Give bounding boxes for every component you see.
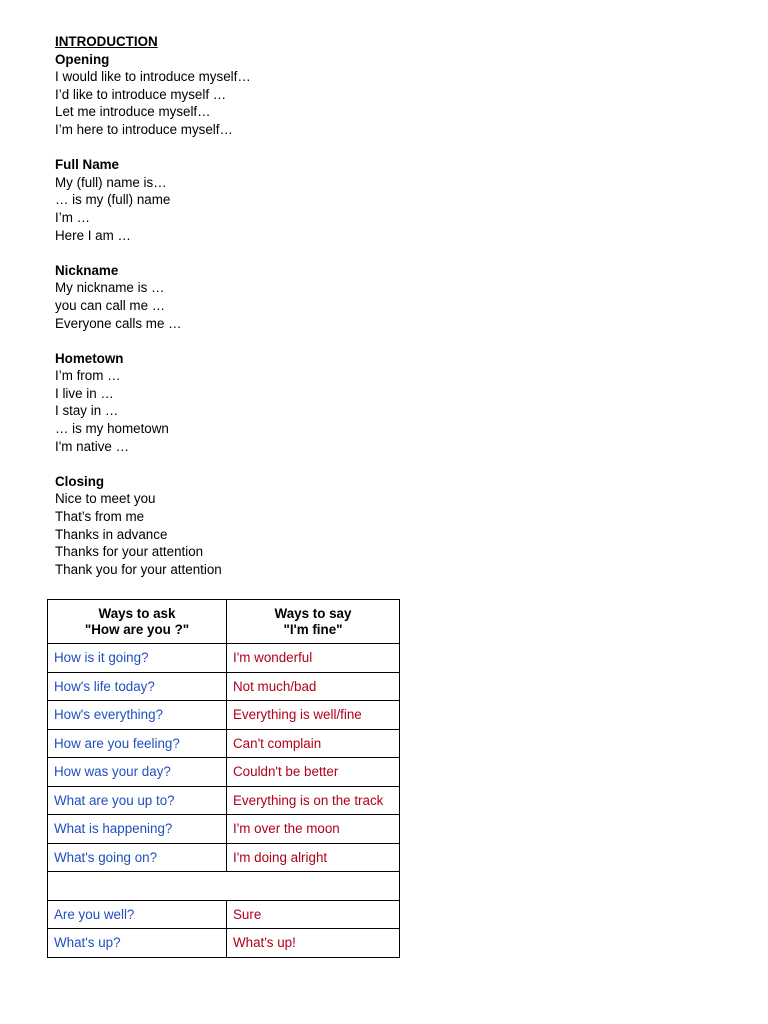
ask-cell: What is happening? [48,815,227,844]
table-row [48,672,400,701]
section-closing [55,473,251,579]
section-full-name [55,156,251,244]
say-cell: I'm over the moon [227,815,400,844]
phrase: I live in … [55,385,114,401]
section-nickname [55,262,251,332]
phrase: Thank you for your attention [55,561,222,577]
table-row [48,843,400,872]
table-row [48,729,400,758]
section-heading: Opening [55,51,110,67]
ask-cell: How was your day? [48,758,227,787]
table-row [48,900,400,929]
ask-cell: How is it going? [48,644,227,673]
phrase: I’m from … [55,368,121,384]
ask-cell: What's going on? [48,843,227,872]
phrase: Here I am … [55,227,131,243]
table-row [48,644,400,673]
table-row [48,929,400,958]
table-row [48,815,400,844]
phrase: … is my hometown [55,421,169,437]
phrase: I would like to introduce myself… [55,69,251,85]
empty-cell [48,872,400,901]
phrase: I'm native … [55,438,129,454]
say-cell: What's up! [227,929,400,958]
phrase: Thanks in advance [55,526,168,542]
phrase: Let me introduce myself… [55,104,211,120]
phrase: I’m … [55,209,90,225]
ask-cell: Are you well? [48,900,227,929]
say-cell: Can't complain [227,729,400,758]
header-line: Ways to ask [98,605,176,621]
header-line: Ways to say [274,605,352,621]
table-row [48,758,400,787]
ask-cell: What are you up to? [48,786,227,815]
section-hometown [55,350,251,456]
header-ways-to-ask [48,600,227,644]
phrase: I stay in … [55,403,119,419]
phrase: My nickname is … [55,280,165,296]
header-line: "I'm fine" [283,621,343,637]
say-cell: I'm wonderful [227,644,400,673]
header-ways-to-say [227,600,400,644]
say-cell: Everything is on the track [227,786,400,815]
say-cell: Everything is well/fine [227,701,400,730]
phrase: … is my (full) name [55,192,171,208]
say-cell: Not much/bad [227,672,400,701]
section-heading: Hometown [55,350,124,366]
say-cell: Couldn't be better [227,758,400,787]
ways-table [47,599,400,958]
ask-cell: What's up? [48,929,227,958]
section-opening [55,51,251,139]
table-header-row [48,600,400,644]
table-row [48,701,400,730]
section-heading: Nickname [55,262,119,278]
document-body [55,33,251,596]
phrase: Nice to meet you [55,491,156,507]
phrase: That’s from me [55,509,145,525]
table-spacer-row [48,872,400,901]
phrase: I’m here to introduce myself… [55,121,233,137]
say-cell: Sure [227,900,400,929]
ask-cell: How's everything? [48,701,227,730]
ask-cell: How's life today? [48,672,227,701]
table-row [48,786,400,815]
phrase: My (full) name is… [55,174,167,190]
phrase: Thanks for your attention [55,544,204,560]
section-heading: Full Name [55,157,119,173]
document-title: INTRODUCTION [55,34,158,49]
phrase: Everyone calls me … [55,315,182,331]
section-heading: Closing [55,473,105,489]
phrase: I’d like to introduce myself … [55,86,227,102]
ask-cell: How are you feeling? [48,729,227,758]
header-line: "How are you ?" [84,621,190,637]
say-cell: I'm doing alright [227,843,400,872]
phrase: you can call me … [55,297,166,313]
